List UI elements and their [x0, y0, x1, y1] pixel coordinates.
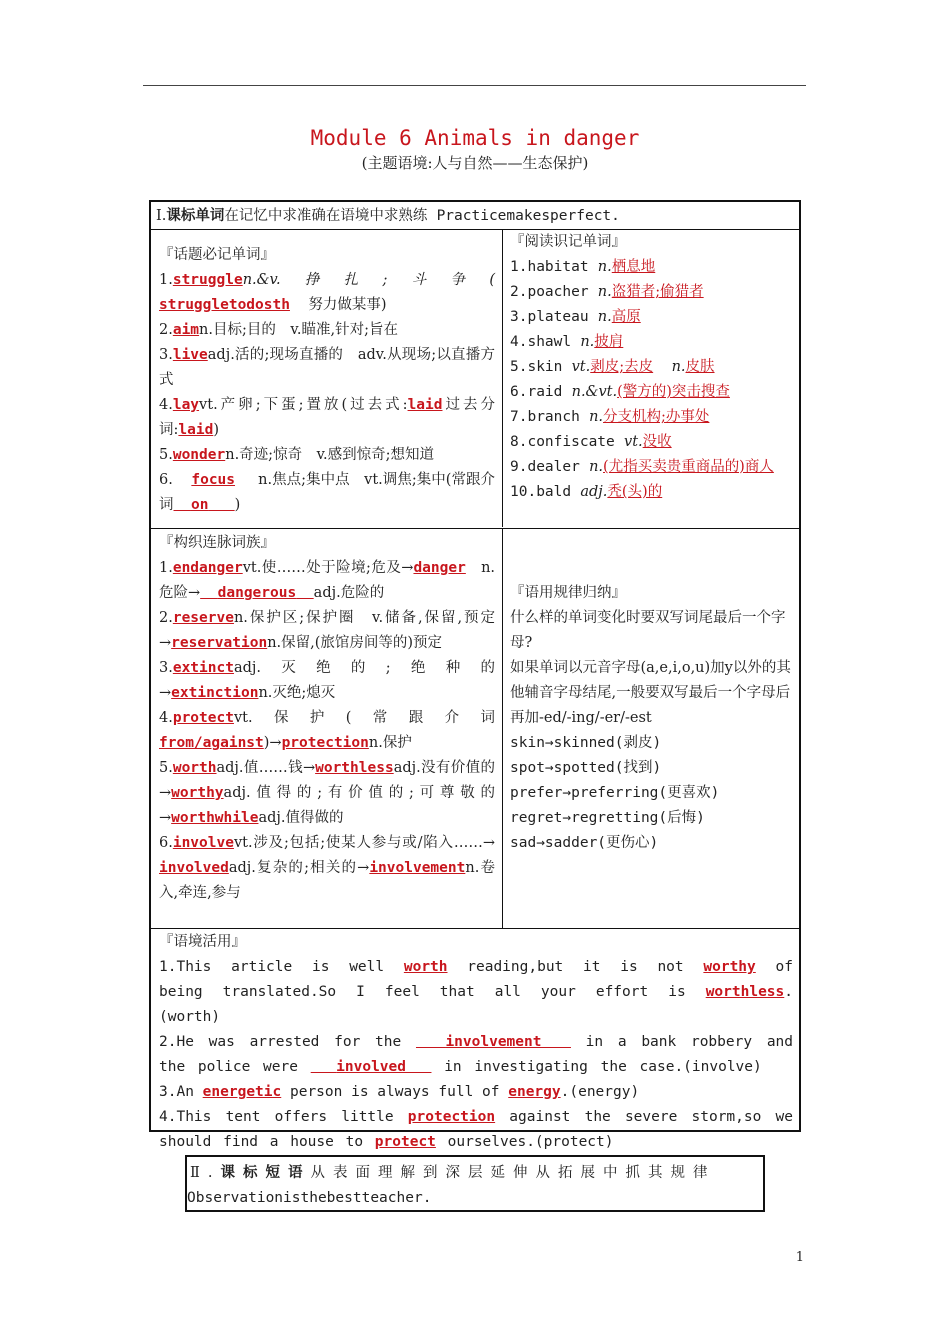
reading-word-10: 10.bald adj.秃(头)的 — [510, 484, 663, 500]
word-family-cell — [159, 531, 495, 906]
vocab-table — [149, 200, 801, 1150]
phrases-box — [185, 1155, 765, 1212]
context-use-label: 『语境活用』 — [159, 934, 246, 950]
reading-word-8: 8.confiscate vt.没收 — [510, 434, 672, 450]
grammar-rule-label: 『语用规律归纳』 — [510, 585, 626, 601]
grammar-example-1: skin→skinned(剥皮) — [510, 735, 662, 751]
reading-words-label: 『阅读识记单词』 — [510, 234, 626, 250]
grammar-example-5: sad→sadder(更伤心) — [510, 835, 659, 851]
topic-word-4: 4.layvt.产卵;下蛋;置放(过去式:laid过去分词:laid) — [159, 397, 495, 438]
context-sentence-2: 2.He was arrested for the involvement in a bank robbery and the police were involved in investigating the case.(involve) — [159, 1034, 794, 1075]
topic-word-5: 5.wondern.奇迹;惊奇 v.感到惊奇;想知道 — [159, 447, 435, 463]
context-sentence-3: 3.An energetic person is always full of energy.(energy) — [159, 1084, 640, 1100]
topic-words-label: 『话题必记单词』 — [159, 247, 275, 263]
word-family-5: 5.worthadj.值……钱→worthlessadj.没有价值的→worthyadj.值得的;有价值的;可尊敬的→worthwhileadj.值得做的 — [159, 760, 495, 826]
page-number: 1 — [795, 1250, 804, 1265]
word-family-2: 2.reserven.保护区;保护圈 v.储备,保留,预定→reservationn.保留,(旅馆房间等的)预定 — [159, 610, 495, 651]
grammar-example-4: regret→regretting(后悔) — [510, 810, 705, 826]
reading-words-cell — [510, 230, 798, 505]
word-family-1: 1.endangervt.使……处于险境;危及→danger n.危险→ dangerous adj.危险的 — [159, 560, 496, 601]
page-subtitle: (主题语境:人与自然——生态保护) — [361, 154, 589, 172]
grammar-rule-cell — [510, 581, 794, 856]
reading-word-4: 4.shawl n.披肩 — [510, 334, 624, 350]
page-title: Module 6 Animals in danger — [310, 126, 640, 150]
section2-heading-en: Observationisthebestteacher. — [187, 1190, 432, 1206]
topic-word-6: 6. focus n.焦点;集中点 vt.调焦;集中(常跟介词 on ) — [159, 472, 496, 513]
reading-word-5: 5.skin vt.剥皮;去皮 n.皮肤 — [510, 359, 715, 375]
grammar-example-2: spot→spotted(找到) — [510, 760, 662, 776]
reading-word-7: 7.branch n.分支机构;办事处 — [510, 409, 710, 425]
word-family-3: 3.extinctadj. 灭 绝 的 ; 绝 种 的→extinctionn.灭绝;熄灭 — [159, 660, 495, 701]
reading-word-2: 2.poacher n.盗猎者;偷猎者 — [510, 284, 704, 300]
topic-words-cell — [159, 243, 495, 518]
grammar-example-3: prefer→preferring(更喜欢) — [510, 785, 720, 801]
grammar-rule-text: 如果单词以元音字母(a,e,i,o,u)加y以外的其他辅音字母结尾,一般要双写最后一个字母后再加-ed/-ing/-er/-est — [510, 660, 791, 726]
word-family-label: 『构织连脉词族』 — [159, 535, 275, 551]
word-family-4: 4.protectvt. 保 护 ( 常 跟 介 词 from/against)→protectionn.保护 — [159, 710, 495, 751]
word-family-6: 6.involvevt.涉及;包括;使某人参与或/陷入……→ involvedadj.复杂的;相关的→involvementn.卷入,牵连,参与 — [159, 835, 495, 901]
section2-heading: Ⅱ.课标短语从表面理解到深层延伸从拓展中抓其规律 — [190, 1164, 716, 1181]
context-sentence-1: 1.This article is well worth reading,but it is not worthy of being translated.So I feel that all your effort is worthless.(worth) — [159, 959, 793, 1025]
context-sentence-4: 4.This tent offers little protection against the severe storm,so we should find a house to protect ourselves.(protect) — [159, 1109, 793, 1150]
topic-word-3: 3.liveadj.活的;现场直播的 adv.从现场;以直播方式 — [159, 347, 495, 388]
topic-word-1: 1.strugglen.&v. 挣 扎 ; 斗 争 ( struggletodosth 努力做某事) — [159, 272, 495, 313]
topic-word-2: 2.aimn.目标;目的 v.瞄准,针对;旨在 — [159, 322, 398, 338]
grammar-rule-question: 什么样的单词变化时要双写词尾最后一个字母? — [510, 610, 786, 651]
reading-word-3: 3.plateau n.高原 — [510, 309, 641, 325]
section1-heading: Ⅰ.课标单词在记忆中求准确在语境中求熟练 Practicemakesperfect. — [156, 207, 620, 224]
reading-word-9: 9.dealer n.(尤指买卖贵重商品的)商人 — [510, 459, 774, 475]
reading-word-1: 1.habitat n.栖息地 — [510, 259, 656, 275]
header-rule — [143, 85, 806, 86]
reading-word-6: 6.raid n.&vt.(警方的)突击搜查 — [510, 384, 730, 400]
context-use-cell — [159, 930, 793, 1155]
